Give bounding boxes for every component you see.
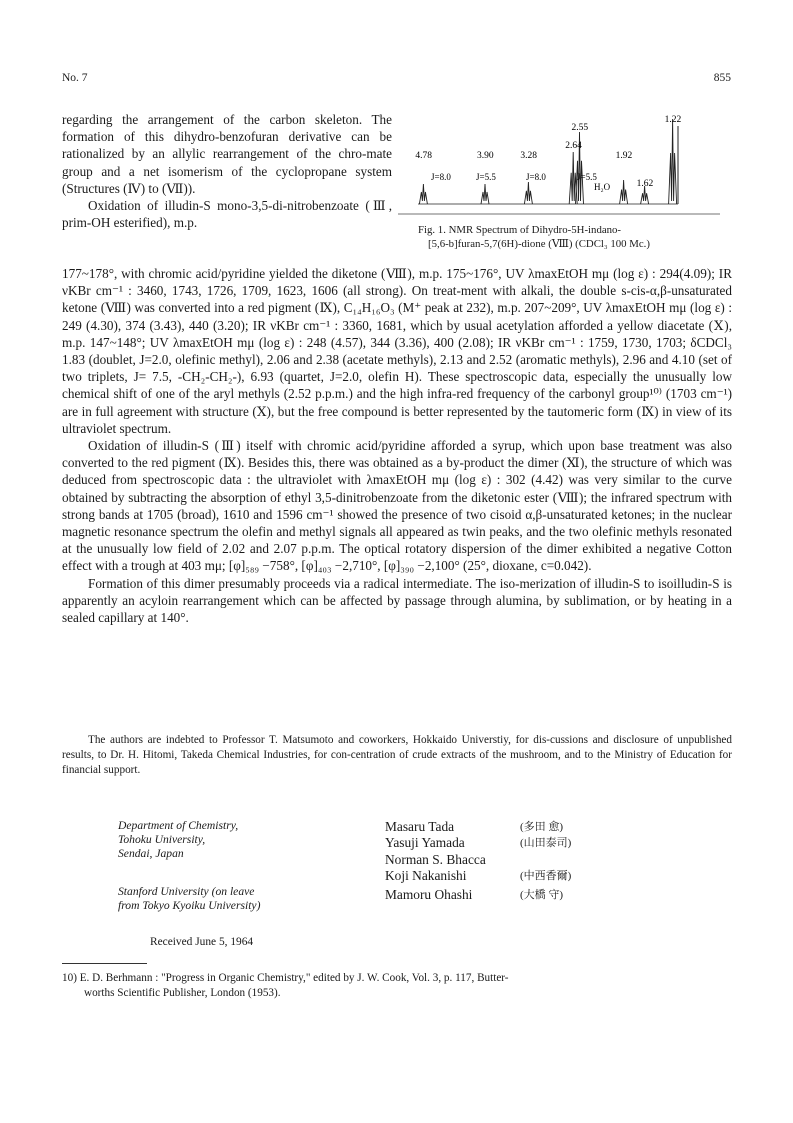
author-kanji-names: [520, 819, 571, 903]
page-number: 855: [713, 72, 731, 84]
peak-label: 3.90: [477, 151, 494, 161]
journal-number: No. 7: [62, 72, 88, 84]
affiliation-line: Stanford University (on leave: [118, 885, 255, 898]
main-text: [62, 265, 732, 626]
author-name: Norman S. Bhacca: [385, 851, 486, 867]
coupling-label: J=5.5: [577, 172, 597, 182]
peak-label: 2.55: [571, 123, 589, 133]
affiliation-line: from Tokyo Kyoiku University): [118, 899, 261, 913]
coupling-label: J=5.5: [476, 172, 496, 182]
affiliation-tohoku: [118, 819, 238, 862]
spectrum-peak: [524, 182, 532, 204]
footnote-line-1: 10) E. D. Berhmann : "Progress in Organic Chemistry," edited by J. W. Cook, Vol. 3, p. 117, Butter-: [62, 972, 509, 984]
received-date: Received June 5, 1964: [150, 936, 254, 948]
paragraph-skeleton: regarding the arrangement of the carbon skeleton. The formation of this dihydro-benzofuran derivative can be rationalized by an allylic rearrangement of the chro-mate group and a net isomerism of the cyclopropane system (Structures (Ⅳ) to (Ⅶ)).: [62, 112, 392, 196]
spectrum-peak: [620, 180, 628, 204]
peak-labels: [415, 115, 681, 189]
paragraph-illudin-oxidation: Oxidation of illudin-S (Ⅲ) itself with chromic acid/pyridine afforded a syrup, which upon base treatment was also converted to the red pigment (Ⅸ). Besides this, there was obtained as a by-product the dimer (Ⅺ), the structure of which was deduced from spectroscopic data : the ultraviolet with λmaxEtOH mμ (log ε) : 302 (4.42) was very similar to the curve obtained by subtracting the absorption of ethyl 3,5-dinitrobenzoate from the diketonic ester (Ⅷ); the infrared spectrum with strong bands at 1705 (broad), 1610 and 1596 cm⁻¹ showed the presence of two cisoid α,β-unsaturated ketones; in the nuclear magnetic resonance spectrum the olefin and methyl signals all appeared as twin peaks, and the two olefinic methyls resonated at the unusually low field of 2.02 and 2.07 p.p.m. The optical rotatory dispersion of the dimer exhibited a negative Cotton effect with a trough at 403 mμ; [φ]₅₈₉ −758°, [φ]₄₀₃ −2,710°, [φ]₃₉₀ −2,100° (25°, dioxane, c=0.042).: [62, 438, 732, 574]
author-kanji: (山田泰司): [520, 837, 572, 850]
author-kanji: [520, 852, 571, 868]
author-name: Yasuji Yamada: [385, 835, 465, 851]
author-kanji: (大橋 守): [520, 888, 564, 901]
peak-label: 1.62: [636, 179, 654, 189]
caption-line-1: Fig. 1. NMR Spectrum of Dihydro-5H-indano-: [418, 224, 622, 236]
footnote-rule: [62, 963, 147, 964]
coupling-label: J=8.0: [526, 172, 546, 182]
nmr-figure: [398, 108, 736, 258]
acknowledgement: The authors are indebted to Professor T. Matsumoto and coworkers, Hokkaido Universtiy, for dis-cussions and disclosure of unpublished results, to Dr. H. Hitomi, Takeda Chemical Industries, for con-centration of crude extracts of the mushroom, and to the Ministry of Education for financial support.: [62, 734, 732, 776]
paragraph-dimer-formation: Formation of this dimer presumably proceeds via a radical intermediate. The iso-merization of illudin-S to isoilludin-S is apparently an acyloin rearrangement which can be affected by passage through alumina, by sublimation, or by heating in a sealed capillary at 140°.: [62, 575, 732, 626]
figure-caption: [398, 223, 736, 251]
caption-line-2: [5,6-b]furan-5,7(6H)-dione (Ⅷ) (CDCl₃ 100 Mc.): [428, 238, 650, 250]
spectrum-trace: [418, 119, 678, 204]
paragraph-oxidation-start: Oxidation of illudin-S mono-3,5-di-nitrobenzoate (Ⅲ, prim-OH esterified), m.p.: [62, 198, 392, 231]
author-name: Koji Nakanishi: [385, 868, 467, 884]
author-name: Mamoru Ohashi: [385, 886, 473, 902]
peak-label: 1.22: [664, 115, 682, 125]
left-column-text: [62, 111, 392, 231]
author-kanji: (中西香爾): [520, 870, 572, 883]
coupling-label: J=8.0: [431, 172, 451, 182]
spectrum-peak: [419, 184, 427, 204]
spectrum-peak: [669, 119, 677, 204]
footnote-line-2: worths Scientific Publisher, London (1953).: [84, 987, 281, 999]
peak-label: 2.64: [565, 141, 582, 151]
affiliation-line: Department of Chemistry,: [118, 819, 239, 832]
nmr-spectrum-plot: [398, 108, 736, 220]
footnote: [62, 971, 732, 1001]
peak-label: 3.28: [520, 151, 538, 161]
peak-label: 4.78: [415, 151, 433, 161]
spectrum-peak: [481, 184, 489, 204]
peak-label: 1.92: [615, 151, 633, 161]
affiliation-line: Tohoku University,: [118, 833, 206, 847]
author-names: [385, 819, 486, 903]
author-kanji: (多田 愈): [520, 821, 564, 833]
affiliation-stanford: [118, 885, 260, 913]
page-header: [62, 72, 731, 88]
water-label: H₂O: [594, 182, 611, 192]
affiliation-line: Sendai, Japan: [118, 847, 184, 861]
author-name: Masaru Tada: [385, 819, 455, 834]
paragraph-diketone: 177~178°, with chromic acid/pyridine yielded the diketone (Ⅷ), m.p. 175~176°, UV λmaxEtOH mμ (log ε) : 294(4.09); IR νKBr cm⁻¹ : 3460, 1743, 1726, 1709, 1623, 1606 (all strong). On treat-ment with alkali, the double s-cis-α,β-unsaturated ketone (Ⅷ) was converted into a red pigment (Ⅸ), C₁₄H₁₆O₃ (M⁺ peak at 232), m.p. 207~209°, UV λmaxEtOH mμ (log ε) : 249 (4.30), 374 (3.43), 440 (3.20); IR νKBr cm⁻¹ : 3360, 1681, which by usual acetylation afforded a yellow diacetate (Ⅹ), m.p. 147~148°; UV λmaxEtOH mμ (log ε) : 248 (4.57), 344 (3.36), 400 (2.08); IR νKBr cm⁻¹ : 1759, 1730, 1703; δCDCl₃ 1.83 (doublet, J=2.0, olefinic methyl), 2.06 and 2.38 (acetate methyls), 2.13 and 2.52 (aromatic methyls), 2.96 and 4.10 (set of two triplets, J= 7.5, -CH₂-CH₂-), 6.93 (quartet, J=2.0, olefin H). These spectroscopic data, especially the unusually low chemical shift of one of the aryl methyls (2.52 p.p.m.) and the high infra-red frequency of the carbonyl group¹⁰⁾ (1703 cm⁻¹) are in full agreement with structure (Ⅹ), but the free compound is better represented by the tautomeric form (Ⅸ) in view of its ultraviolet spectrum.: [62, 266, 732, 436]
